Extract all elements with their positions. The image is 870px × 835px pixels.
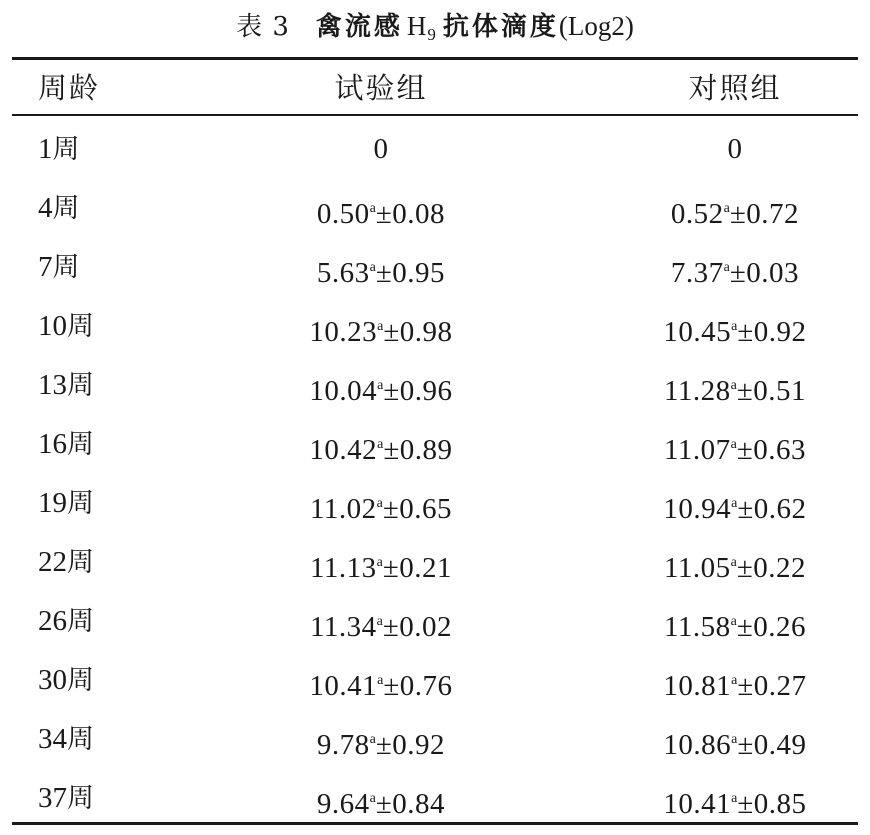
week-unit: 周 bbox=[67, 724, 94, 755]
significance-superscript: a bbox=[730, 555, 737, 570]
cell-week bbox=[38, 533, 94, 592]
significance-superscript: a bbox=[369, 732, 376, 747]
significance-superscript: a bbox=[731, 791, 738, 806]
value-sd: ±0.03 bbox=[729, 257, 800, 289]
value-mean: 9.78 bbox=[316, 729, 370, 761]
cell-control-group bbox=[612, 415, 858, 474]
header-test-group: 试验组 bbox=[334, 71, 428, 105]
value-sd: ±0.02 bbox=[382, 611, 453, 643]
table-row bbox=[12, 710, 858, 769]
table-row bbox=[12, 474, 858, 533]
table-number: 表 3 bbox=[236, 12, 290, 42]
week-unit: 周 bbox=[52, 193, 80, 224]
value-sd: ±0.95 bbox=[375, 257, 446, 289]
week-number: 1 bbox=[38, 133, 53, 165]
significance-superscript: a bbox=[723, 260, 730, 275]
cell-week bbox=[38, 592, 94, 651]
cell-test-group bbox=[258, 120, 504, 179]
significance-superscript: a bbox=[376, 555, 383, 570]
cell-test-group bbox=[258, 415, 504, 474]
cell-test-group bbox=[258, 533, 504, 592]
table-body bbox=[12, 120, 858, 828]
week-unit: 周 bbox=[52, 134, 80, 165]
significance-superscript: a bbox=[377, 437, 384, 452]
value-mean: 11.05 bbox=[663, 552, 731, 584]
table-row bbox=[12, 238, 858, 297]
table-top-rule bbox=[12, 57, 858, 60]
significance-superscript: a bbox=[731, 496, 738, 511]
cell-test-group bbox=[258, 651, 504, 710]
table-row bbox=[12, 533, 858, 592]
value-sd: ±0.92 bbox=[737, 316, 807, 348]
cell-control-group bbox=[612, 238, 858, 297]
week-unit: 周 bbox=[67, 429, 94, 460]
week-number: 22 bbox=[38, 546, 67, 578]
value-sd: ±0.76 bbox=[383, 670, 453, 702]
value-sd: ±0.21 bbox=[382, 552, 453, 584]
cell-control-group bbox=[612, 297, 858, 356]
value-sd: ±0.26 bbox=[736, 611, 807, 643]
table-row bbox=[12, 769, 858, 828]
value-mean: 10.81 bbox=[663, 670, 732, 702]
cell-control-group bbox=[612, 769, 858, 828]
value-sd: ±0.51 bbox=[736, 375, 807, 407]
cell-control-group bbox=[612, 120, 858, 179]
significance-superscript: a bbox=[730, 378, 737, 393]
week-number: 13 bbox=[38, 369, 67, 401]
cell-test-group bbox=[258, 356, 504, 415]
cell-week bbox=[38, 769, 94, 828]
cell-control-group bbox=[612, 651, 858, 710]
value-mean: 10.41 bbox=[309, 670, 378, 702]
week-unit: 周 bbox=[67, 606, 94, 637]
cell-test-group bbox=[258, 592, 504, 651]
value-mean: 0.52 bbox=[670, 198, 724, 230]
caption-h-letter: H bbox=[406, 11, 428, 41]
value-sd: ±0.22 bbox=[736, 552, 807, 584]
table-bottom-rule bbox=[12, 822, 858, 825]
cell-control-group bbox=[612, 356, 858, 415]
week-number: 4 bbox=[38, 192, 53, 224]
significance-superscript: a bbox=[369, 791, 376, 806]
caption-title-pre: 禽流感 bbox=[315, 12, 403, 42]
value-sd: ±0.27 bbox=[737, 670, 807, 702]
table-row bbox=[12, 592, 858, 651]
value-sd: ±0.85 bbox=[737, 788, 807, 820]
value-sd: ±0.84 bbox=[375, 788, 446, 820]
week-number: 30 bbox=[38, 664, 67, 696]
significance-superscript: a bbox=[376, 496, 383, 511]
table-row bbox=[12, 120, 858, 179]
table-row bbox=[12, 297, 858, 356]
value-mean: 11.07 bbox=[663, 434, 731, 466]
significance-superscript: a bbox=[730, 614, 737, 629]
caption-title-post: 抗体滴度 bbox=[442, 12, 559, 42]
table-caption bbox=[0, 6, 870, 55]
week-unit: 周 bbox=[52, 252, 80, 283]
significance-superscript: a bbox=[377, 673, 384, 688]
significance-superscript: a bbox=[731, 732, 738, 747]
value-mean: 10.86 bbox=[663, 729, 732, 761]
value-mean: 10.04 bbox=[309, 375, 378, 407]
week-unit: 周 bbox=[67, 547, 94, 578]
significance-superscript: a bbox=[376, 614, 383, 629]
value-mean: 0.50 bbox=[316, 198, 370, 230]
cell-test-group bbox=[258, 710, 504, 769]
week-number: 34 bbox=[38, 723, 67, 755]
cell-control-group bbox=[612, 474, 858, 533]
significance-superscript: a bbox=[377, 378, 384, 393]
week-unit: 周 bbox=[67, 783, 94, 814]
value-mean: 11.28 bbox=[663, 375, 731, 407]
cell-test-group bbox=[258, 474, 504, 533]
value-mean: 0 bbox=[727, 133, 743, 165]
cell-week bbox=[38, 238, 80, 297]
cell-test-group bbox=[258, 238, 504, 297]
cell-test-group bbox=[258, 769, 504, 828]
significance-superscript: a bbox=[730, 437, 737, 452]
value-mean: 11.34 bbox=[309, 611, 377, 643]
value-mean: 11.13 bbox=[309, 552, 377, 584]
week-number: 10 bbox=[38, 310, 67, 342]
cell-control-group bbox=[612, 710, 858, 769]
value-mean: 9.64 bbox=[316, 788, 370, 820]
significance-superscript: a bbox=[731, 673, 738, 688]
value-mean: 11.02 bbox=[309, 493, 377, 525]
value-sd: ±0.89 bbox=[383, 434, 453, 466]
value-mean: 10.41 bbox=[663, 788, 732, 820]
week-unit: 周 bbox=[67, 665, 94, 696]
value-sd: ±0.98 bbox=[383, 316, 453, 348]
value-sd: ±0.72 bbox=[729, 198, 800, 230]
table-row bbox=[12, 651, 858, 710]
table-row bbox=[12, 356, 858, 415]
cell-week bbox=[38, 179, 80, 238]
cell-control-group bbox=[612, 179, 858, 238]
caption-h-subscript: 9 bbox=[427, 25, 437, 44]
week-unit: 周 bbox=[67, 488, 94, 519]
value-sd: ±0.92 bbox=[375, 729, 446, 761]
value-sd: ±0.96 bbox=[383, 375, 453, 407]
cell-week bbox=[38, 356, 94, 415]
week-number: 16 bbox=[38, 428, 67, 460]
week-unit: 周 bbox=[67, 370, 94, 401]
cell-week bbox=[38, 474, 94, 533]
value-mean: 11.58 bbox=[663, 611, 731, 643]
value-mean: 5.63 bbox=[316, 257, 370, 289]
significance-superscript: a bbox=[369, 201, 376, 216]
table-row bbox=[12, 179, 858, 238]
cell-week bbox=[38, 415, 94, 474]
header-week-age: 周龄 bbox=[38, 71, 101, 105]
cell-week bbox=[38, 651, 94, 710]
value-mean: 10.42 bbox=[309, 434, 378, 466]
significance-superscript: a bbox=[369, 260, 376, 275]
cell-test-group bbox=[258, 297, 504, 356]
week-number: 19 bbox=[38, 487, 67, 519]
cell-week bbox=[38, 120, 80, 179]
week-number: 7 bbox=[38, 251, 53, 283]
caption-unit: (Log2) bbox=[558, 11, 634, 41]
value-mean: 0 bbox=[373, 133, 389, 165]
significance-superscript: a bbox=[377, 319, 384, 334]
table-row bbox=[12, 415, 858, 474]
table-header-row bbox=[12, 62, 858, 114]
value-sd: ±0.65 bbox=[382, 493, 453, 525]
value-sd: ±0.49 bbox=[737, 729, 807, 761]
table-header-rule bbox=[12, 114, 858, 116]
header-control-group: 对照组 bbox=[688, 71, 782, 105]
week-number: 26 bbox=[38, 605, 67, 637]
value-sd: ±0.62 bbox=[737, 493, 807, 525]
value-mean: 10.45 bbox=[663, 316, 732, 348]
value-sd: ±0.63 bbox=[736, 434, 807, 466]
significance-superscript: a bbox=[723, 201, 730, 216]
cell-week bbox=[38, 297, 94, 356]
cell-control-group bbox=[612, 533, 858, 592]
value-mean: 10.23 bbox=[309, 316, 378, 348]
week-unit: 周 bbox=[67, 311, 94, 342]
value-mean: 7.37 bbox=[670, 257, 724, 289]
week-number: 37 bbox=[38, 782, 67, 814]
significance-superscript: a bbox=[731, 319, 738, 334]
value-sd: ±0.08 bbox=[375, 198, 446, 230]
cell-test-group bbox=[258, 179, 504, 238]
cell-control-group bbox=[612, 592, 858, 651]
value-mean: 10.94 bbox=[663, 493, 732, 525]
cell-week bbox=[38, 710, 94, 769]
